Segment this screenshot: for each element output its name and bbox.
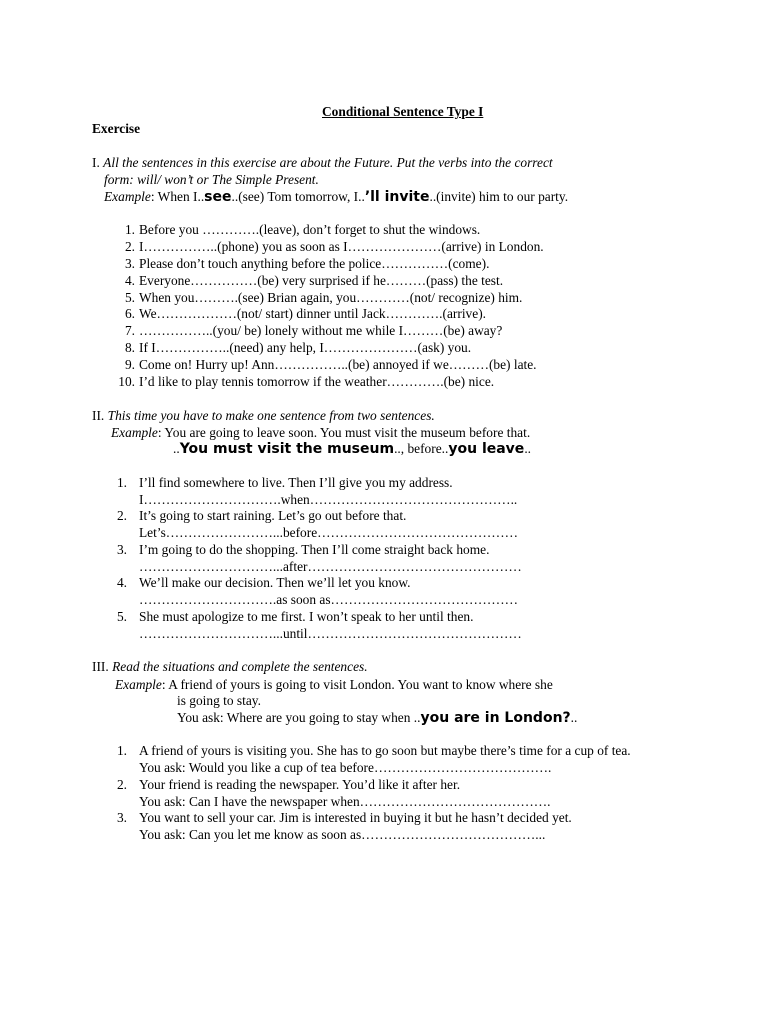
item-text: I’m going to do the shopping. Then I’ll come straight back home. xyxy=(139,542,490,557)
item-number: 4. xyxy=(124,273,135,288)
item-number: 3. xyxy=(116,810,127,825)
item-text: You want to sell your car. Jim is interested in buying it but he hasn’t decided yet. xyxy=(139,810,572,825)
part1-example xyxy=(104,189,568,206)
item-text: Before you ………….(leave), don’t forget to shut the windows. xyxy=(139,222,481,237)
item-text: Come on! Hurry up! Ann……………..(be) annoyed if we………(be) late. xyxy=(139,357,537,372)
item-number: 1. xyxy=(124,222,135,237)
part2-example-answer xyxy=(173,441,531,458)
page-title: Conditional Sentence Type I xyxy=(322,104,484,119)
example-text: : When I.. xyxy=(150,189,205,204)
item-number: 2. xyxy=(116,508,127,523)
part2-instruction xyxy=(92,408,435,425)
part3-example-c xyxy=(177,710,577,727)
item-number: 2. xyxy=(124,239,135,254)
item-text: We………………(not/ start) dinner until Jack………….(arrive). xyxy=(139,306,486,321)
item-answer-line: ………………………….as soon as…………………………………… xyxy=(139,592,519,607)
example-text: ..(invite) him to our party. xyxy=(429,189,569,204)
handwritten-answer: You must visit the museum xyxy=(179,441,395,457)
item-answer-line: You ask: Would you like a cup of tea before…………………………………. xyxy=(139,760,552,775)
item-text: Everyone……………(be) very surprised if he………(pass) the test. xyxy=(139,273,504,288)
item-number: 8. xyxy=(124,340,135,355)
handwritten-answer: you are in London? xyxy=(420,710,571,726)
part2-roman: II. xyxy=(92,408,105,423)
example-text: .. xyxy=(524,441,532,456)
item-answer-line: …………………………...after………………………………………… xyxy=(139,559,522,574)
handwritten-answer: you leave xyxy=(448,441,525,457)
handwritten-answer: ’ll invite xyxy=(364,189,430,205)
item-number: 2. xyxy=(116,777,127,792)
part3-instruction xyxy=(92,659,368,676)
item-number: 1. xyxy=(116,743,127,758)
item-text: When you……….(see) Brian again, you…………(not/ recognize) him. xyxy=(139,290,523,305)
item-number: 9. xyxy=(124,357,135,372)
example-text: .., before.. xyxy=(394,441,449,456)
part1-instruction-b: form: will/ won’t or The Simple Present. xyxy=(104,172,319,187)
item-answer-line: You ask: Can you let me know as soon as…………………………………... xyxy=(139,827,546,842)
item-number: 4. xyxy=(116,575,127,590)
example-label: Example xyxy=(115,677,162,692)
example-text: : You are going to leave soon. You must visit the museum before that. xyxy=(157,425,531,440)
example-label: Example xyxy=(111,425,158,440)
item-number: 5. xyxy=(116,609,127,624)
item-text: It’s going to start raining. Let’s go out before that. xyxy=(139,508,407,523)
item-answer-line: I………………………….when……………………………………….. xyxy=(139,492,518,507)
example-text: .. xyxy=(173,441,180,456)
example-text: .. xyxy=(570,710,578,725)
item-text: I’ll find somewhere to live. Then I’ll give you my address. xyxy=(139,475,453,490)
item-text: Please don’t touch anything before the police……………(come). xyxy=(139,256,490,271)
example-text: ..(see) Tom tomorrow, I.. xyxy=(231,189,365,204)
part3-roman: III. xyxy=(92,659,109,674)
item-number: 10. xyxy=(118,374,135,389)
handwritten-answer: see xyxy=(204,189,232,205)
item-answer-line: Let’s……………………...before……………………………………… xyxy=(139,525,518,540)
item-number: 5. xyxy=(124,290,135,305)
example-label: Example xyxy=(104,189,151,204)
item-number: 7. xyxy=(124,323,135,338)
item-text: We’ll make our decision. Then we’ll let you know. xyxy=(139,575,411,590)
item-text: Your friend is reading the newspaper. You’d like it after her. xyxy=(139,777,461,792)
item-answer-line: …………………………...until………………………………………… xyxy=(139,626,522,641)
part3-example-a xyxy=(115,677,553,694)
item-text: I’d like to play tennis tomorrow if the weather………….(be) nice. xyxy=(139,374,495,389)
part1-instruction-a: All the sentences in this exercise are about the Future. Put the verbs into the correct xyxy=(103,155,553,170)
part2-example xyxy=(111,425,530,442)
item-text: A friend of yours is visiting you. She has to go soon but maybe there’s time for a cup of tea. xyxy=(139,743,631,758)
item-number: 1. xyxy=(116,475,127,490)
item-text: She must apologize to me first. I won’t speak to her until then. xyxy=(139,609,474,624)
part3-instruction-text: Read the situations and complete the sentences. xyxy=(112,659,368,674)
part1-instruction xyxy=(92,155,553,172)
item-answer-line: You ask: Can I have the newspaper when……………………………………. xyxy=(139,794,551,809)
example-text: : A friend of yours is going to visit London. You want to know where she xyxy=(161,677,553,692)
item-text: ……………..(you/ be) lonely without me while I………(be) away? xyxy=(139,323,503,338)
item-text: If I……………..(need) any help, I…………………(ask) you. xyxy=(139,340,472,355)
part2-instruction-text: This time you have to make one sentence from two sentences. xyxy=(107,408,435,423)
example-text: You ask: Where are you going to stay when .. xyxy=(177,710,421,725)
item-number: 6. xyxy=(124,306,135,321)
item-number: 3. xyxy=(116,542,127,557)
part1-roman: I. xyxy=(92,155,100,170)
page-subtitle: Exercise xyxy=(92,121,141,136)
item-number: 3. xyxy=(124,256,135,271)
part3-example-b: is going to stay. xyxy=(177,693,261,708)
item-text: I……………..(phone) you as soon as I…………………(arrive) in London. xyxy=(139,239,544,254)
